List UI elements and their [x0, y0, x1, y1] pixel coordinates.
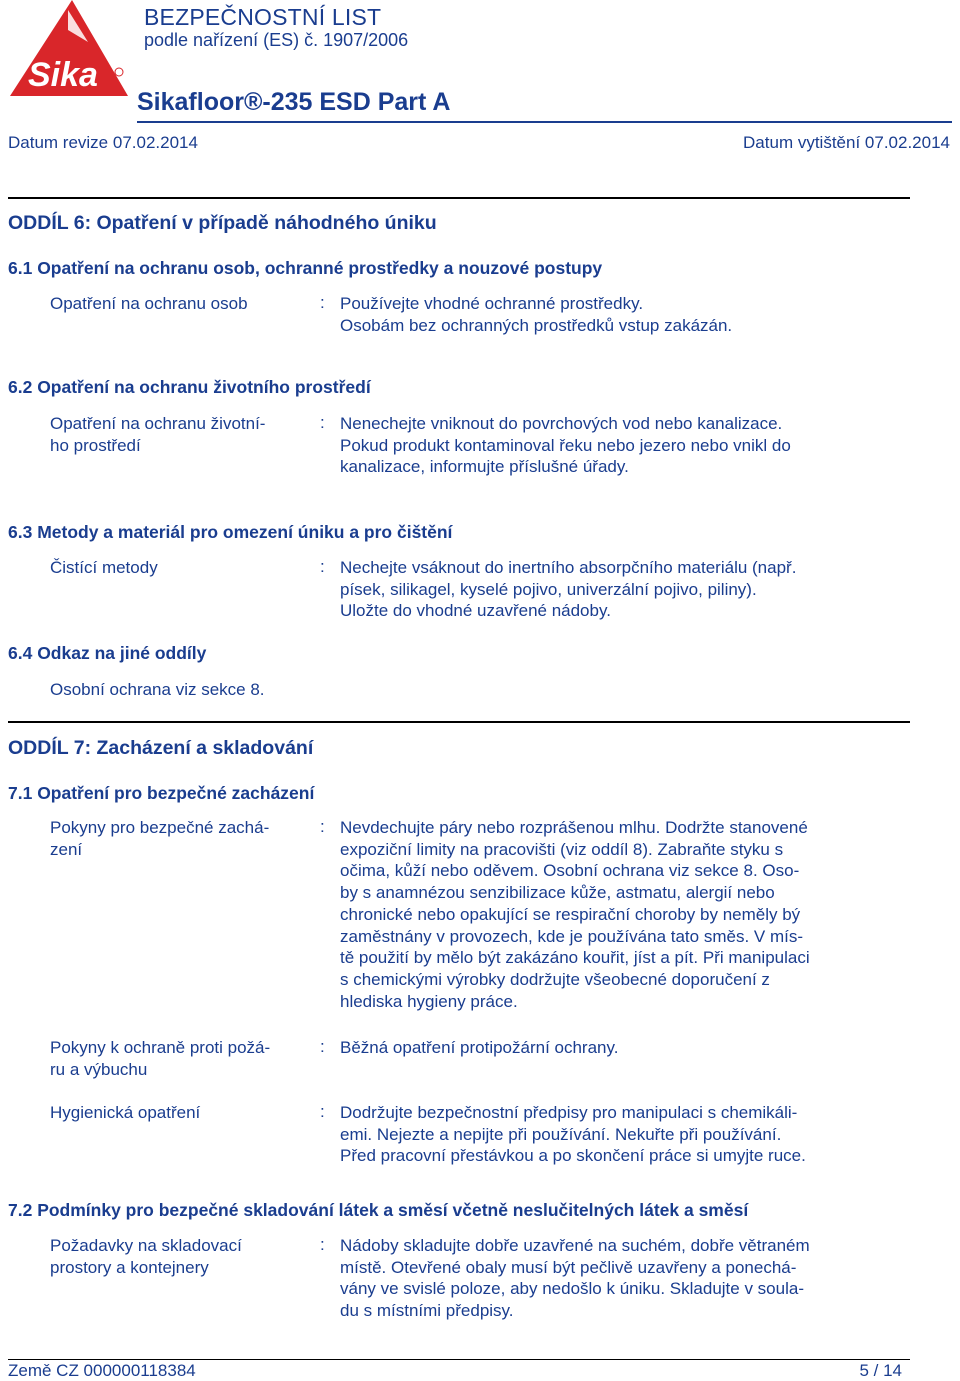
colon: : — [320, 413, 325, 432]
sika-logo — [10, 0, 128, 96]
section-divider — [8, 721, 910, 723]
colon: : — [320, 1102, 325, 1121]
subsection-6-1-title: 6.1 Opatření na ochranu osob, ochranné prostředky a nouzové postupy — [8, 258, 603, 278]
product-name: Sikafloor®-235 ESD Part A — [137, 88, 451, 116]
personal-precautions-text: Používejte vhodné ochranné prostředky. Osobám bez ochranných prostředků vstup zakázán. — [340, 294, 733, 335]
colon: : — [320, 817, 325, 836]
hygiene-measures-label: Hygienická opatření — [50, 1103, 201, 1122]
storage-requirements-text: Nádoby skladujte dobře uzavřené na suchém, dobře větraném místě. Otevřené obaly musí být pečlivě uzavřeny a ponechá- vány ve svislé poloze, aby nedošlo k úniku. Skladujte v soula- du s místními předpisy. — [340, 1236, 810, 1321]
environmental-precautions-text: Nenechejte vniknout do povrchových vod nebo kanalizace. Pokud produkt kontaminoval řeku nebo jezero nebo vnikl do kanalizace, informujte příslušné úřady. — [340, 414, 791, 477]
safe-handling-label: Pokyny pro bezpečné zachá- zení — [50, 818, 270, 859]
document-title: BEZPEČNOSTNÍ LIST — [144, 4, 382, 30]
subsection-7-1-title: 7.1 Opatření pro bezpečné zacházení — [8, 783, 315, 803]
subsection-6-4-title: 6.4 Odkaz na jiné oddíly — [8, 643, 207, 663]
cleaning-methods-label: Čistící metody — [50, 558, 158, 577]
subsection-7-2-title: 7.2 Podmínky pro bezpečné skladování látek a směsí včetně neslučitelných látek a směsí — [8, 1200, 749, 1220]
personal-precautions-label: Opatření na ochranu osob — [50, 294, 248, 313]
regulation-reference: podle nařízení (ES) č. 1907/2006 — [144, 30, 409, 50]
other-sections-reference: Osobní ochrana viz sekce 8. — [50, 680, 265, 699]
revision-date: Datum revize 07.02.2014 — [8, 133, 198, 152]
section-divider — [8, 197, 910, 199]
fire-protection-label: Pokyny k ochraně proti požá- ru a výbuchu — [50, 1038, 271, 1079]
colon: : — [320, 1037, 325, 1056]
cleaning-methods-text: Nechejte vsáknout do inertního absorpčního materiálu (např. písek, silikagel, kyselé pojivo, univerzální pojivo, piliny). Uložte do vhodné uzavřené nádoby. — [340, 558, 797, 621]
colon: : — [320, 293, 325, 312]
page-number: 5 / 14 — [859, 1361, 902, 1380]
colon: : — [320, 1235, 325, 1254]
footer-divider — [8, 1359, 910, 1360]
svg-text:Sika: Sika — [28, 56, 98, 94]
storage-requirements-label: Požadavky na skladovací prostory a kontejnery — [50, 1236, 242, 1277]
section-7-title: ODDÍL 7: Zacházení a skladování — [8, 737, 314, 759]
colon: : — [320, 557, 325, 576]
environmental-precautions-label: Opatření na ochranu životní- ho prostředí — [50, 414, 266, 455]
print-date: Datum vytištění 07.02.2014 — [743, 133, 950, 152]
footer-document-id: Země CZ 000000118384 — [8, 1361, 196, 1380]
safe-handling-text: Nevdechujte páry nebo rozprášenou mlhu. Dodržte stanovené expoziční limity na pracovišti (viz oddíl 8). Zabraňte styku s očima, kůží nebo oděvem. Osobní ochrana viz sekce 8. Oso- by s anamnézou senzibilizace kůže, astmatu, alergií nebo chronické nebo opakující se respirační choroby by neměly bý zaměstnány v provozech, kde je používána tato směs. V mís- tě použití by mělo být zakázáno kouřit, jíst a pít. Při manipulaci s chemickými výrobky dodržujte všeobecné doporučení z hlediska hygieny práce. — [340, 818, 810, 1011]
subsection-6-2-title: 6.2 Opatření na ochranu životního prostředí — [8, 377, 371, 397]
hygiene-measures-text: Dodržujte bezpečnostní předpisy pro manipulaci s chemikáli- emi. Nejezte a nepijte při používání. Nekuřte při používání. Před pracovní přestávkou a po skončení práce si umyjte ruce. — [340, 1103, 806, 1166]
subsection-6-3-title: 6.3 Metody a materiál pro omezení úniku a pro čištění — [8, 522, 453, 542]
section-6-title: ODDÍL 6: Opatření v případě náhodného úniku — [8, 212, 437, 234]
fire-protection-text: Běžná opatření protipožární ochrany. — [340, 1038, 619, 1057]
